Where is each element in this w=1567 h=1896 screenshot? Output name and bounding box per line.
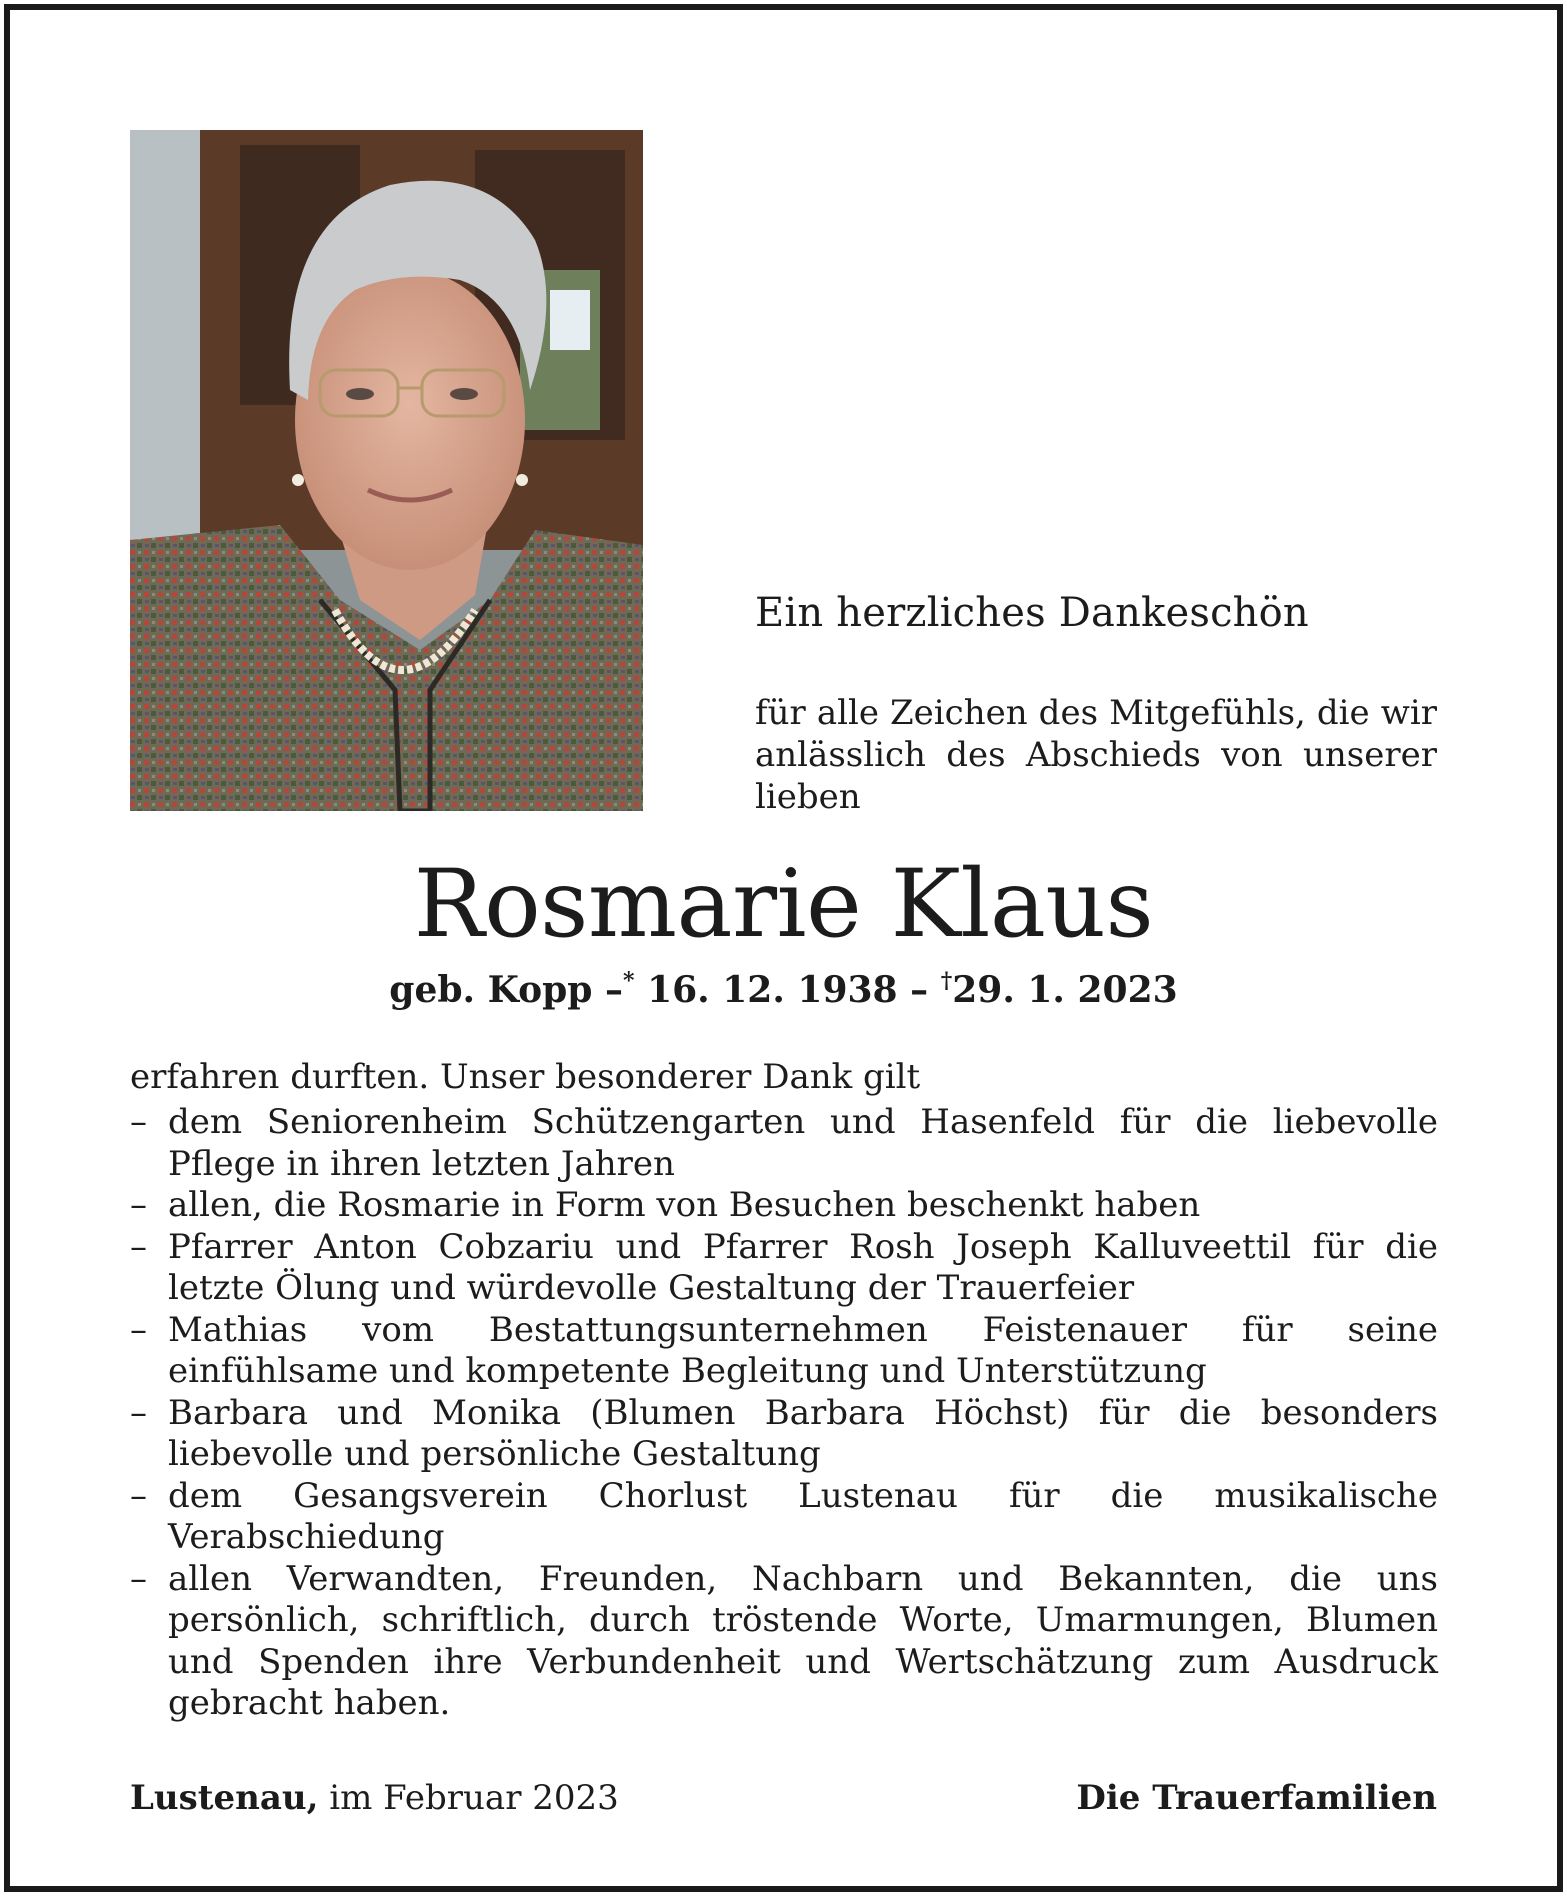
bullet-dash: – bbox=[130, 1226, 147, 1267]
list-item bbox=[130, 1310, 1438, 1393]
list-item-text: Pfarrer Anton Cobzariu und Pfarrer Rosh Joseph Kalluveettil für die letzte Ölung und würdevolle Gestaltung der Trauerfeier bbox=[168, 1226, 1438, 1308]
list-item-text: dem Gesangsverein Chorlust Lustenau für die musikalische Verabschiedung bbox=[168, 1475, 1438, 1557]
list-item bbox=[130, 1185, 1438, 1227]
bullet-dash: – bbox=[130, 1475, 147, 1516]
dash-separator: – bbox=[910, 969, 929, 1011]
bullet-dash: – bbox=[130, 1309, 147, 1350]
died-mark: † bbox=[940, 968, 953, 994]
birth-name: geb. Kopp bbox=[389, 969, 593, 1011]
place: Lustenau, bbox=[130, 1778, 319, 1818]
signature: Die Trauerfamilien bbox=[1076, 1778, 1437, 1818]
list-item bbox=[130, 1227, 1438, 1310]
portrait-photo bbox=[130, 130, 643, 811]
bullet-dash: – bbox=[130, 1185, 147, 1225]
born-date: 16. 12. 1938 bbox=[647, 969, 898, 1011]
list-item bbox=[130, 1559, 1438, 1725]
place-date bbox=[130, 1778, 619, 1818]
thanks-list bbox=[130, 1102, 1438, 1725]
born-mark: * bbox=[623, 968, 635, 994]
intro-text: für alle Zeichen des Mitgefühls, die wir anlässlich des Abschieds von unserer lieben bbox=[755, 693, 1437, 817]
thanks-lead: erfahren durften. Unser besonderer Dank gilt bbox=[130, 1057, 921, 1097]
list-item-text: allen, die Rosmarie in Form von Besuchen beschenkt haben bbox=[168, 1185, 1201, 1225]
list-item-text: Mathias vom Bestattungsunternehmen Feistenauer für seine einfühlsame und kompetente Begleitung und Unterstützung bbox=[168, 1309, 1438, 1391]
list-item-text: allen Verwandten, Freunden, Nachbarn und Bekannten, die uns persönlich, schriftlich, durch tröstende Worte, Umarmungen, Blumen und Spenden ihre Verbundenheit und Wertschätzung zum Ausdruck gebracht haben. bbox=[168, 1558, 1438, 1723]
list-item-text: Barbara und Monika (Blumen Barbara Höchst) für die besonders liebevolle und persönliche Gestaltung bbox=[168, 1392, 1438, 1474]
died-date: 29. 1. 2023 bbox=[952, 969, 1178, 1011]
deceased-name: Rosmarie Klaus bbox=[413, 850, 1154, 959]
thank-you-heading: Ein herzliches Dankeschön bbox=[755, 590, 1309, 636]
dash-separator: – bbox=[605, 969, 624, 1011]
bullet-dash: – bbox=[130, 1558, 147, 1599]
bullet-dash: – bbox=[130, 1392, 147, 1433]
list-item-text: dem Seniorenheim Schützengarten und Hasenfeld für die liebevolle Pflege in ihren letzten Jahren bbox=[168, 1102, 1438, 1184]
list-item bbox=[130, 1102, 1438, 1185]
life-dates bbox=[0, 968, 1567, 1011]
list-item bbox=[130, 1393, 1438, 1476]
bullet-dash: – bbox=[130, 1102, 147, 1142]
date: im Februar 2023 bbox=[329, 1778, 619, 1818]
list-item bbox=[130, 1476, 1438, 1559]
